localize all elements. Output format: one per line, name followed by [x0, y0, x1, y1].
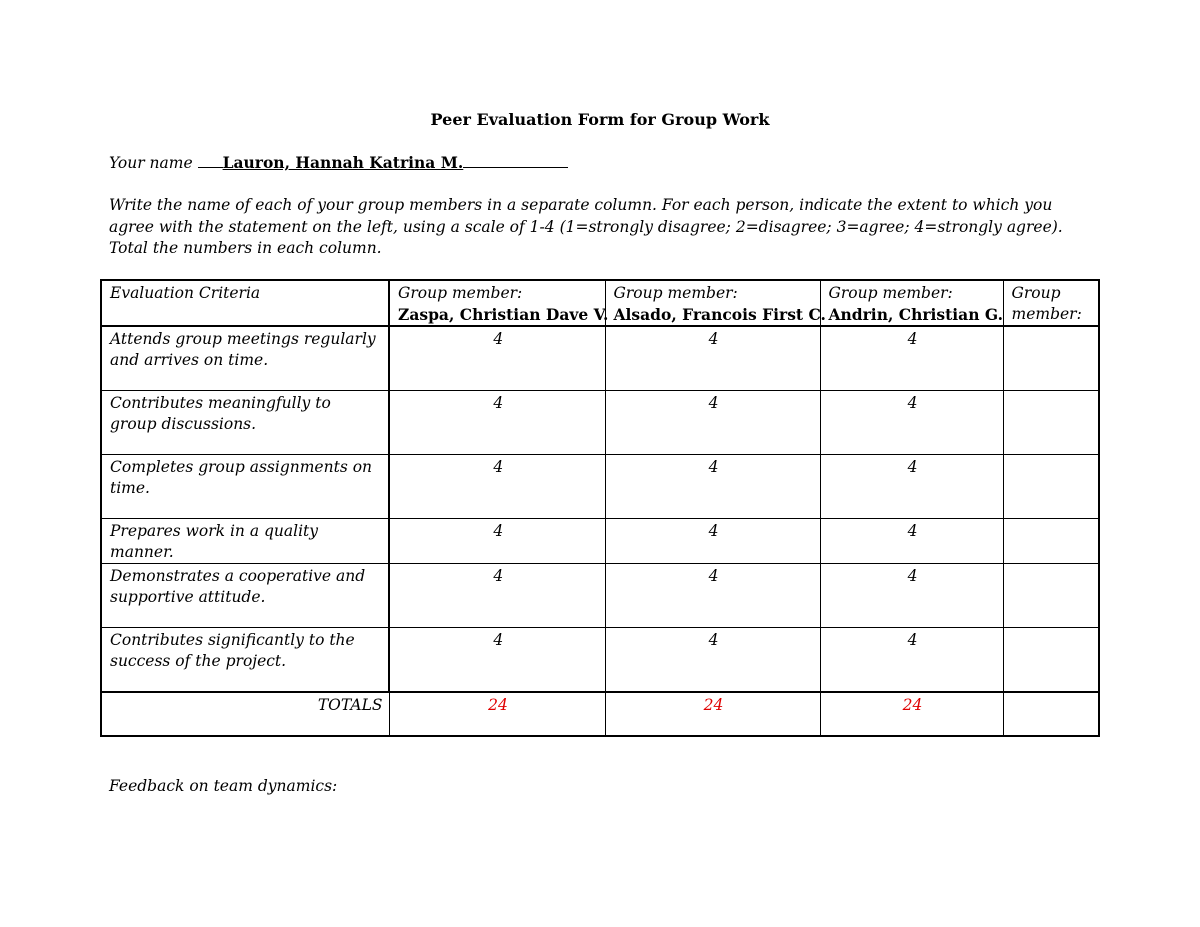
table-row	[101, 391, 1099, 455]
score-cell: 4	[389, 519, 605, 564]
score-cell: 4	[820, 564, 1003, 628]
feedback-label: Feedback on team dynamics:	[109, 777, 338, 795]
name-line	[109, 153, 568, 172]
score-cell: 4	[605, 326, 820, 391]
table-row	[101, 519, 1099, 564]
member-header-1	[389, 280, 609, 326]
score-cell: 4	[389, 326, 605, 391]
criteria-header: Evaluation Criteria	[101, 280, 389, 326]
totals-label: TOTALS	[101, 692, 389, 736]
member-header-3	[820, 280, 1003, 326]
table-row	[101, 564, 1099, 628]
member-label: Group member:	[398, 284, 523, 302]
score-cell: 4	[389, 628, 605, 693]
score-cell	[1003, 519, 1099, 564]
totals-row	[101, 692, 1099, 736]
score-cell: 4	[820, 455, 1003, 519]
total-value: 24	[703, 696, 724, 714]
member-name: Zaspa, Christian Dave V.	[398, 305, 609, 324]
total-cell	[820, 692, 1003, 736]
total-cell	[605, 692, 820, 736]
score-cell: 4	[820, 326, 1003, 391]
name-blank-leading	[198, 155, 223, 168]
score-cell: 4	[820, 519, 1003, 564]
criterion-cell: Completes group assignments on time.	[101, 455, 389, 519]
name-label: Your name	[109, 154, 193, 172]
score-cell: 4	[389, 564, 605, 628]
member-label: Group member:	[828, 284, 953, 302]
total-cell	[1003, 692, 1099, 736]
criterion-cell: Attends group meetings regularly and arrives on time.	[101, 326, 389, 391]
table-row	[101, 455, 1099, 519]
member-header-2	[605, 280, 826, 326]
score-cell: 4	[605, 564, 820, 628]
score-cell	[1003, 391, 1099, 455]
score-cell	[1003, 628, 1099, 693]
score-cell: 4	[389, 391, 605, 455]
form-title: Peer Evaluation Form for Group Work	[430, 110, 770, 129]
member-label: Group member:	[613, 284, 738, 302]
member-name: Andrin, Christian G.	[828, 305, 1003, 324]
score-cell: 4	[820, 391, 1003, 455]
score-cell: 4	[820, 628, 1003, 693]
score-cell: 4	[605, 391, 820, 455]
score-cell: 4	[605, 519, 820, 564]
table-row	[101, 628, 1099, 693]
total-value: 24	[902, 696, 923, 714]
criterion-cell: Demonstrates a cooperative and supportive attitude.	[101, 564, 389, 628]
score-cell: 4	[605, 455, 820, 519]
total-cell	[389, 692, 605, 736]
criterion-cell: Contributes meaningfully to group discussions.	[101, 391, 389, 455]
score-cell	[1003, 455, 1099, 519]
score-cell	[1003, 564, 1099, 628]
total-value: 24	[488, 696, 508, 714]
criterion-cell: Prepares work in a quality manner.	[101, 519, 389, 564]
member-header-4	[1003, 280, 1099, 326]
instructions-paragraph: Write the name of each of your group members in a separate column. For each person, indicate the extent to which you agree with the statement on the left, using a scale of 1-4 (1=strongly disagree; 2=disagree; 3=agree; 4=strongly agree). Total the numbers in each column.	[109, 196, 1063, 257]
score-cell: 4	[389, 455, 605, 519]
name-blank-trailing	[463, 155, 568, 168]
evaluation-table	[100, 279, 1100, 737]
criterion-cell: Contributes significantly to the success of the project.	[101, 628, 389, 693]
table-header-row	[101, 280, 1099, 326]
table-row	[101, 326, 1099, 391]
member-name: Alsado, Francois First C.	[613, 305, 826, 324]
student-name: Lauron, Hannah Katrina M.	[222, 153, 464, 172]
member-label: Group member:	[1011, 284, 1082, 323]
score-cell: 4	[605, 628, 820, 693]
score-cell	[1003, 326, 1099, 391]
